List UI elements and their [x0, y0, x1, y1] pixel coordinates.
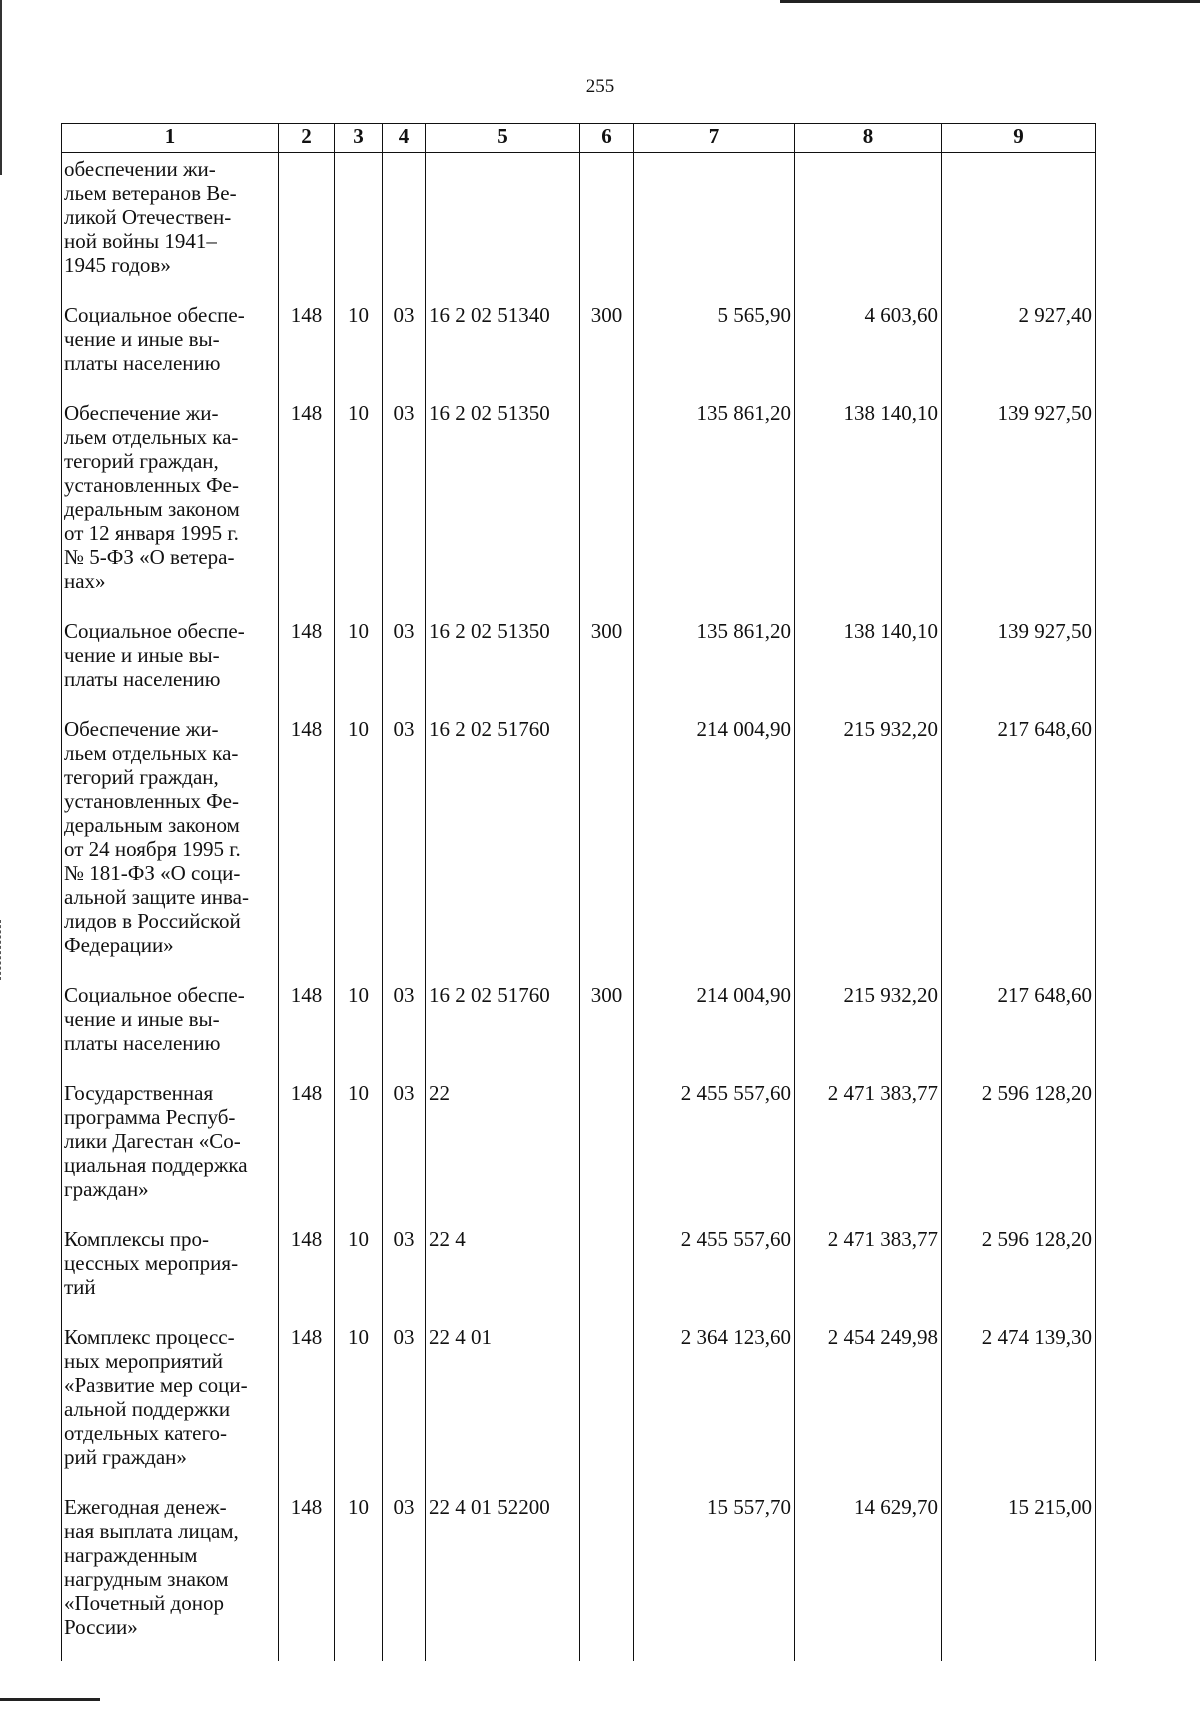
row-name: Социальное обеспе- чение и иные вы- платы населению [62, 615, 279, 713]
cell-amount-2: 14 629,70 [795, 1491, 942, 1661]
cell-amount-1: 15 557,70 [634, 1491, 795, 1661]
table-row [62, 1491, 1096, 1661]
cell-expense-type [580, 713, 634, 979]
scan-edge-top [780, 0, 1200, 3]
page-number: 255 [585, 76, 615, 97]
cell-expense-type: 300 [580, 615, 634, 713]
cell-expense-type: 300 [580, 299, 634, 397]
cell-ministry: 148 [279, 615, 335, 713]
cell-target-article: 22 4 [426, 1223, 580, 1321]
cell-amount-2: 2 454 249,98 [795, 1321, 942, 1491]
cell-amount-1: 214 004,90 [634, 979, 795, 1077]
cell-amount-2 [795, 153, 942, 300]
row-name: Социальное обеспе- чение и иные вы- платы населению [62, 979, 279, 1077]
cell-subsection [383, 153, 426, 300]
cell-ministry: 148 [279, 299, 335, 397]
row-name: Социальное обеспе- чение и иные вы- платы населению [62, 299, 279, 397]
cell-ministry: 148 [279, 1491, 335, 1661]
cell-amount-3: 139 927,50 [942, 397, 1096, 615]
cell-amount-3: 139 927,50 [942, 615, 1096, 713]
cell-amount-3: 2 596 128,20 [942, 1223, 1096, 1321]
cell-target-article: 16 2 02 51340 [426, 299, 580, 397]
table-row [62, 397, 1096, 615]
budget-table [61, 123, 1096, 1661]
cell-subsection: 03 [383, 1077, 426, 1223]
cell-expense-type [580, 1321, 634, 1491]
cell-section [335, 153, 383, 300]
table-row [62, 1223, 1096, 1321]
cell-target-article: 22 4 01 52200 [426, 1491, 580, 1661]
cell-ministry: 148 [279, 1223, 335, 1321]
row-name: Комплекс процесс- ных мероприятий «Развитие мер соци- альной поддержки отдельных катего- рий граждан» [62, 1321, 279, 1491]
row-name: Ежегодная денеж- ная выплата лицам, награжденным нагрудным знаком «Почетный донор России» [62, 1491, 279, 1661]
header-col-7: 7 [634, 124, 795, 153]
cell-amount-2: 215 932,20 [795, 713, 942, 979]
cell-amount-2: 138 140,10 [795, 397, 942, 615]
cell-target-article: 16 2 02 51760 [426, 979, 580, 1077]
cell-subsection: 03 [383, 1321, 426, 1491]
table-header [62, 124, 1096, 153]
cell-subsection: 03 [383, 1491, 426, 1661]
cell-target-article: 16 2 02 51760 [426, 713, 580, 979]
cell-amount-3: 15 215,00 [942, 1491, 1096, 1661]
table-row [62, 1321, 1096, 1491]
cell-section: 10 [335, 713, 383, 979]
scan-dash [0, 920, 2, 980]
cell-expense-type [580, 1491, 634, 1661]
cell-amount-1: 135 861,20 [634, 615, 795, 713]
header-col-3: 3 [335, 124, 383, 153]
cell-amount-3: 217 648,60 [942, 713, 1096, 979]
cell-section: 10 [335, 397, 383, 615]
cell-amount-2: 138 140,10 [795, 615, 942, 713]
cell-amount-3: 2 474 139,30 [942, 1321, 1096, 1491]
header-col-4: 4 [383, 124, 426, 153]
row-name: Комплексы про- цессных мероприя- тий [62, 1223, 279, 1321]
table-row [62, 713, 1096, 979]
cell-target-article: 22 4 01 [426, 1321, 580, 1491]
cell-subsection: 03 [383, 299, 426, 397]
cell-amount-1: 2 364 123,60 [634, 1321, 795, 1491]
cell-section: 10 [335, 979, 383, 1077]
cell-ministry: 148 [279, 1077, 335, 1223]
row-name: Государственная программа Респуб- лики Дагестан «Со- циальная поддержка граждан» [62, 1077, 279, 1223]
cell-target-article: 16 2 02 51350 [426, 397, 580, 615]
cell-amount-3 [942, 153, 1096, 300]
cell-subsection: 03 [383, 979, 426, 1077]
cell-ministry [279, 153, 335, 300]
header-col-9: 9 [942, 124, 1096, 153]
cell-target-article [426, 153, 580, 300]
cell-section: 10 [335, 615, 383, 713]
cell-ministry: 148 [279, 397, 335, 615]
cell-ministry: 148 [279, 979, 335, 1077]
cell-target-article: 22 [426, 1077, 580, 1223]
table-row [62, 615, 1096, 713]
cell-subsection: 03 [383, 713, 426, 979]
cell-ministry: 148 [279, 1321, 335, 1491]
cell-target-article: 16 2 02 51350 [426, 615, 580, 713]
cell-amount-3: 217 648,60 [942, 979, 1096, 1077]
header-col-5: 5 [426, 124, 580, 153]
cell-amount-2: 2 471 383,77 [795, 1077, 942, 1223]
cell-expense-type: 300 [580, 979, 634, 1077]
table-row [62, 1077, 1096, 1223]
scan-edge-bottom [0, 1698, 100, 1701]
cell-amount-3: 2 927,40 [942, 299, 1096, 397]
header-col-2: 2 [279, 124, 335, 153]
row-name: Обеспечение жи- льем отдельных ка- тегорий граждан, установленных Фе- деральным законом от 12 января 1995 г. № 5-ФЗ «О ветера- нах» [62, 397, 279, 615]
cell-amount-2: 2 471 383,77 [795, 1223, 942, 1321]
cell-amount-2: 4 603,60 [795, 299, 942, 397]
table-row [62, 299, 1096, 397]
cell-expense-type [580, 153, 634, 300]
cell-subsection: 03 [383, 1223, 426, 1321]
cell-amount-1: 5 565,90 [634, 299, 795, 397]
cell-amount-1: 2 455 557,60 [634, 1223, 795, 1321]
cell-section: 10 [335, 299, 383, 397]
header-col-6: 6 [580, 124, 634, 153]
cell-section: 10 [335, 1077, 383, 1223]
row-name: Обеспечение жи- льем отдельных ка- тегорий граждан, установленных Фе- деральным законом от 24 ноября 1995 г. № 181-ФЗ «О соци- альной защите инва- лидов в Российской Федерации» [62, 713, 279, 979]
row-name: обеспечении жи- льем ветеранов Ве- ликой Отечествен- ной войны 1941– 1945 годов» [62, 153, 279, 300]
cell-subsection: 03 [383, 397, 426, 615]
table-row [62, 153, 1096, 300]
cell-ministry: 148 [279, 713, 335, 979]
cell-section: 10 [335, 1491, 383, 1661]
cell-expense-type [580, 1077, 634, 1223]
cell-section: 10 [335, 1321, 383, 1491]
cell-section: 10 [335, 1223, 383, 1321]
table-body [62, 153, 1096, 1662]
header-col-8: 8 [795, 124, 942, 153]
cell-amount-1 [634, 153, 795, 300]
cell-amount-1: 2 455 557,60 [634, 1077, 795, 1223]
cell-amount-3: 2 596 128,20 [942, 1077, 1096, 1223]
header-row [62, 124, 1096, 153]
cell-amount-1: 135 861,20 [634, 397, 795, 615]
cell-expense-type [580, 1223, 634, 1321]
table-row [62, 979, 1096, 1077]
cell-expense-type [580, 397, 634, 615]
cell-subsection: 03 [383, 615, 426, 713]
cell-amount-1: 214 004,90 [634, 713, 795, 979]
header-col-1: 1 [62, 124, 279, 153]
cell-amount-2: 215 932,20 [795, 979, 942, 1077]
